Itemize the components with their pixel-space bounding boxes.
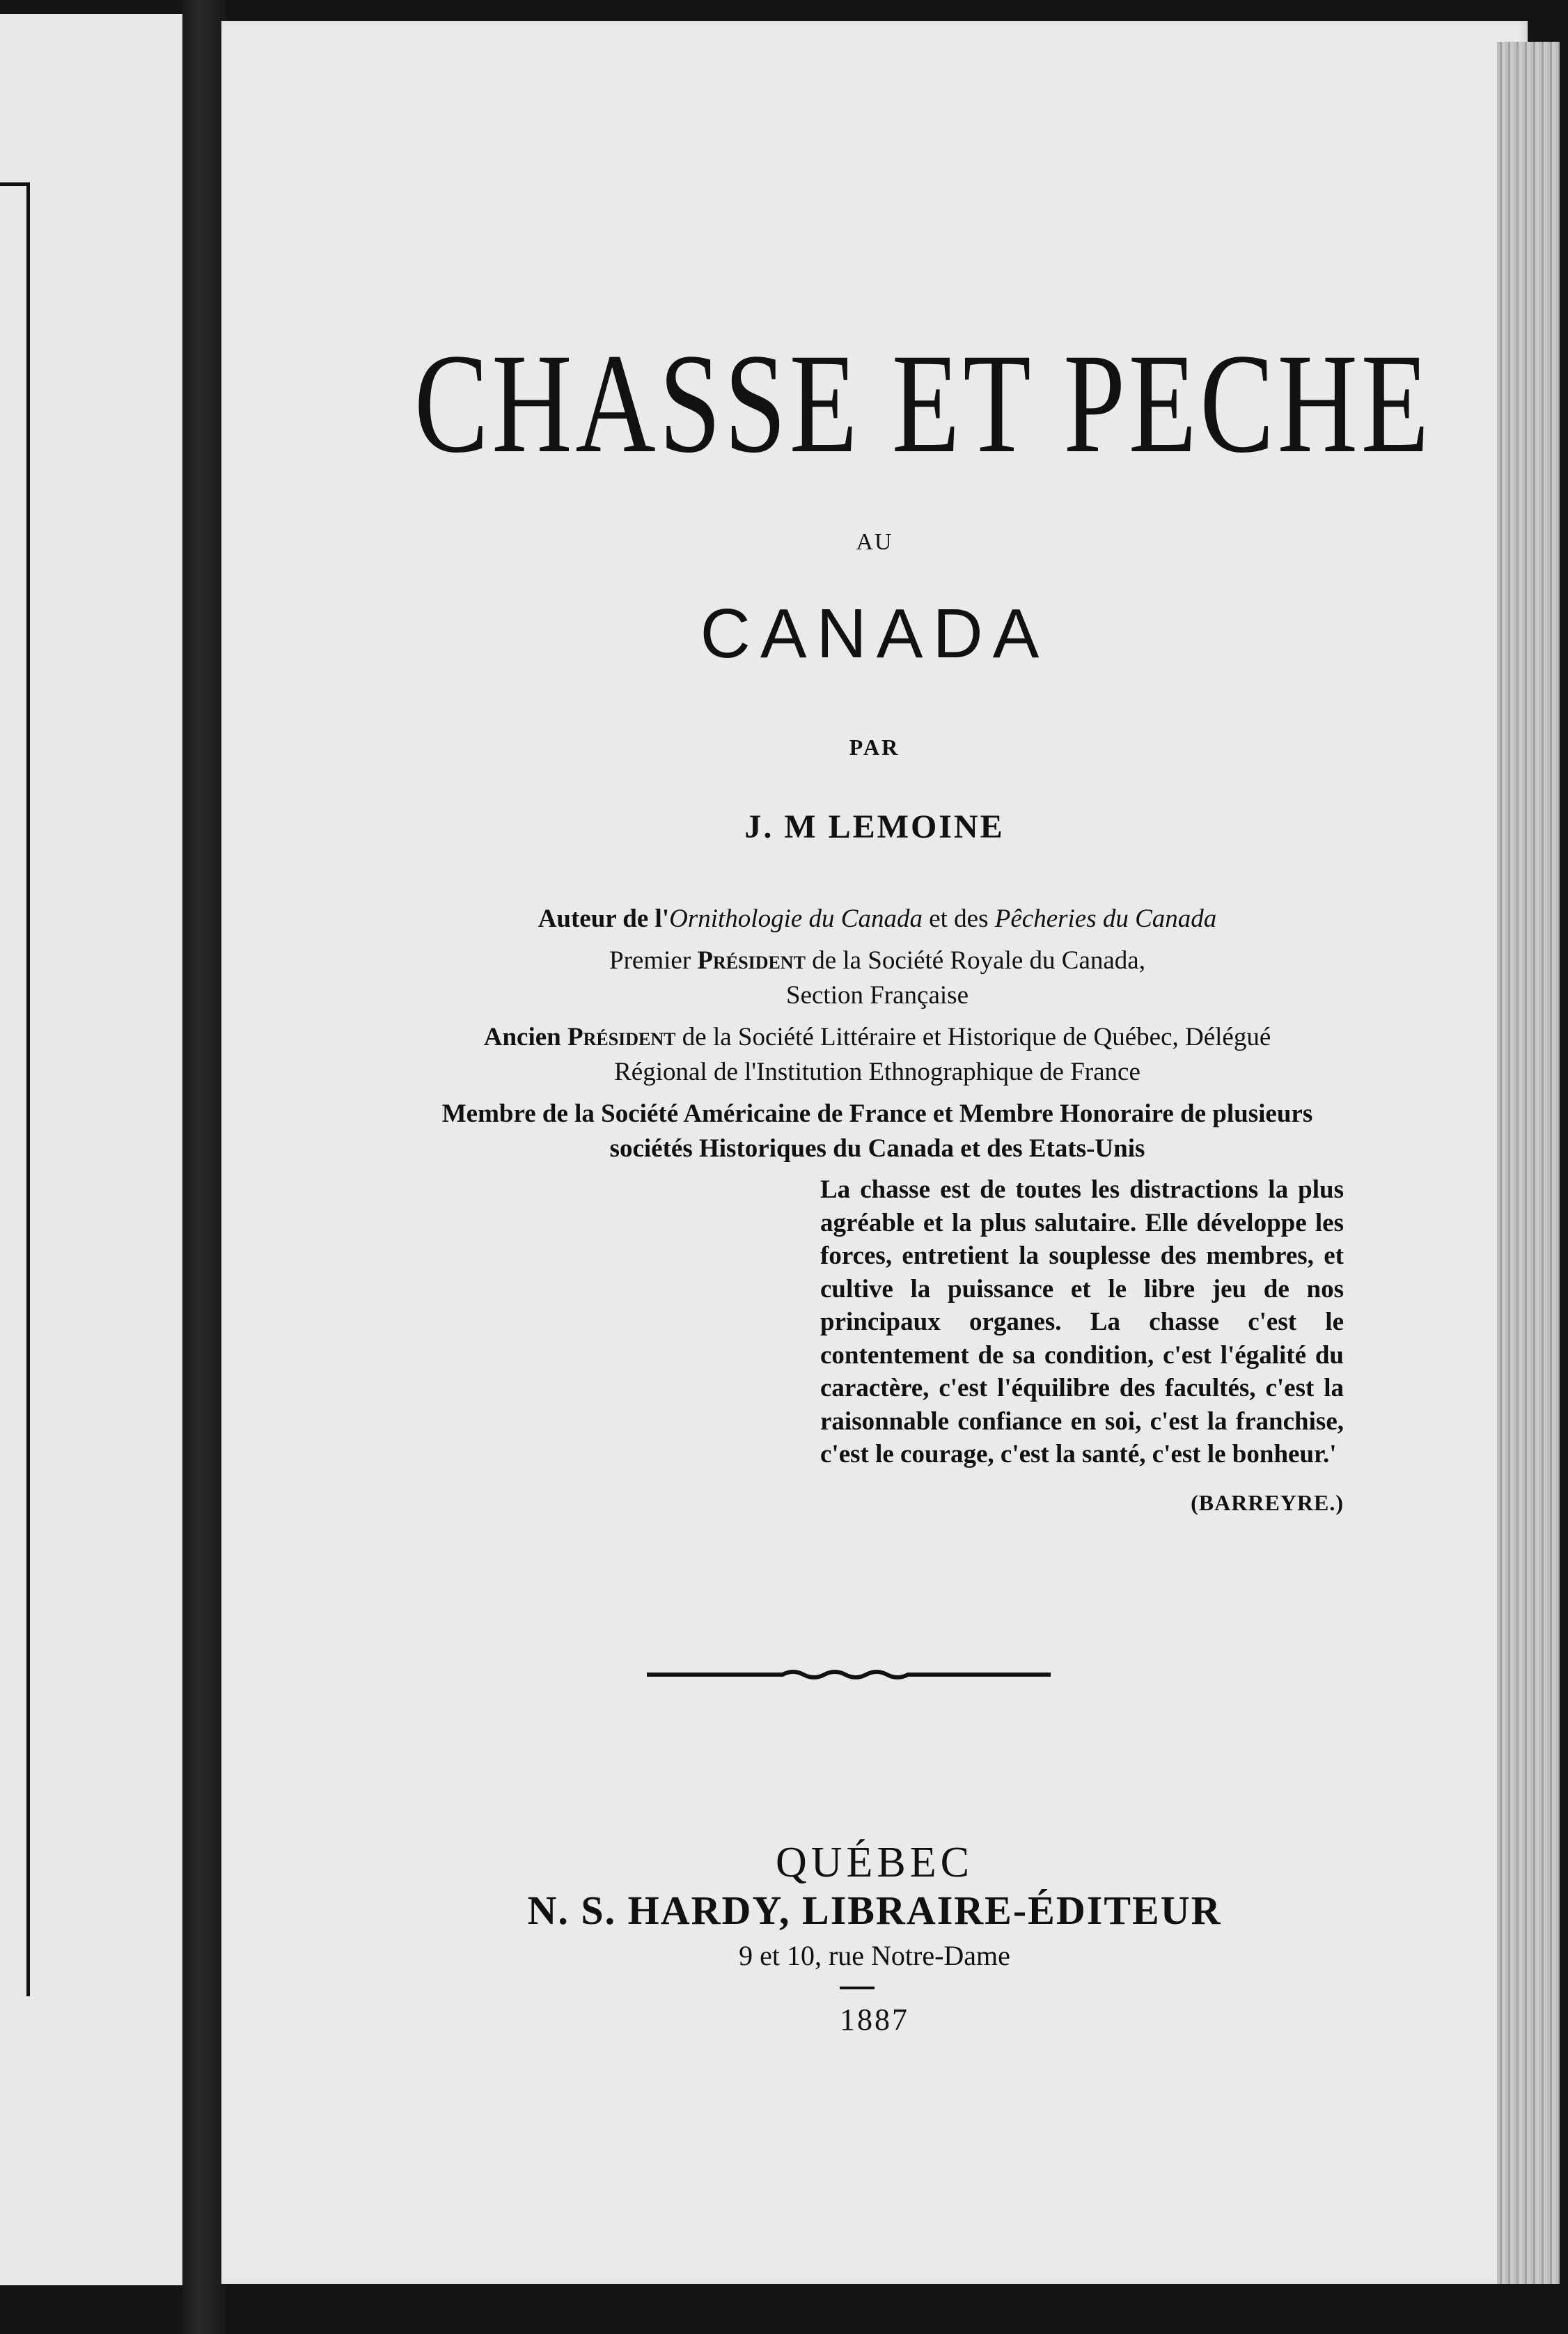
book-gutter <box>182 0 226 2334</box>
credit-line: Auteur de l'Ornithologie du Canada et des Pêcheries du Canada <box>538 904 1217 933</box>
imprint-year: 1887 <box>840 2003 909 2037</box>
imprint-city: QUÉBEC <box>776 1839 973 1886</box>
credit-line: Régional de l'Institution Ethnographique de France <box>614 1058 1140 1086</box>
imprint-address: 9 et 10, rue Notre-Dame <box>739 1940 1010 1971</box>
credit-line: Ancien Président de la Société Littéraire et Historique de Québec, Délégué <box>483 1023 1271 1051</box>
credit-line: Section Française <box>786 981 969 1010</box>
epigraph-attribution: (BARREYRE.) <box>1191 1490 1344 1515</box>
credit-line: sociétés Historiques du Canada et des Etats-Unis <box>609 1134 1145 1163</box>
previous-page-border <box>0 182 30 1996</box>
credit-line: Membre de la Société Américaine de France et Membre Honoraire de plusieurs <box>441 1099 1313 1128</box>
imprint-publisher: N. S. HARDY, LIBRAIRE-ÉDITEUR <box>527 1888 1222 1933</box>
short-rule <box>840 1987 875 1989</box>
epigraph-text: La chasse est de toutes les distractions la plus agréable et la plus salutaire. Elle développe les forces, entretient la souplesse des membres, et cultive la puissance et le libre jeu de nos principaux organes. La chasse c'est le contentement de sa condition, c'est l'égalité du caractère, c'est l'équilibre des facultés, c'est la raisonnable confiance en soi, c'est la franchise, c'est le courage, c'est la santé, c'est le bonheur.' <box>820 1175 1344 1468</box>
author-credits <box>369 902 1386 1173</box>
by-label: PAR <box>849 735 900 760</box>
title-connector: AU <box>856 529 893 555</box>
book-title: CHASSE ET PECHE <box>414 324 1433 483</box>
ornamental-divider <box>643 1661 1054 1689</box>
author-name: J. M LEMOINE <box>744 808 1005 845</box>
book-subtitle: CANADA <box>700 595 1049 673</box>
credit-line: Premier Président de la Société Royale du Canada, <box>609 946 1145 975</box>
